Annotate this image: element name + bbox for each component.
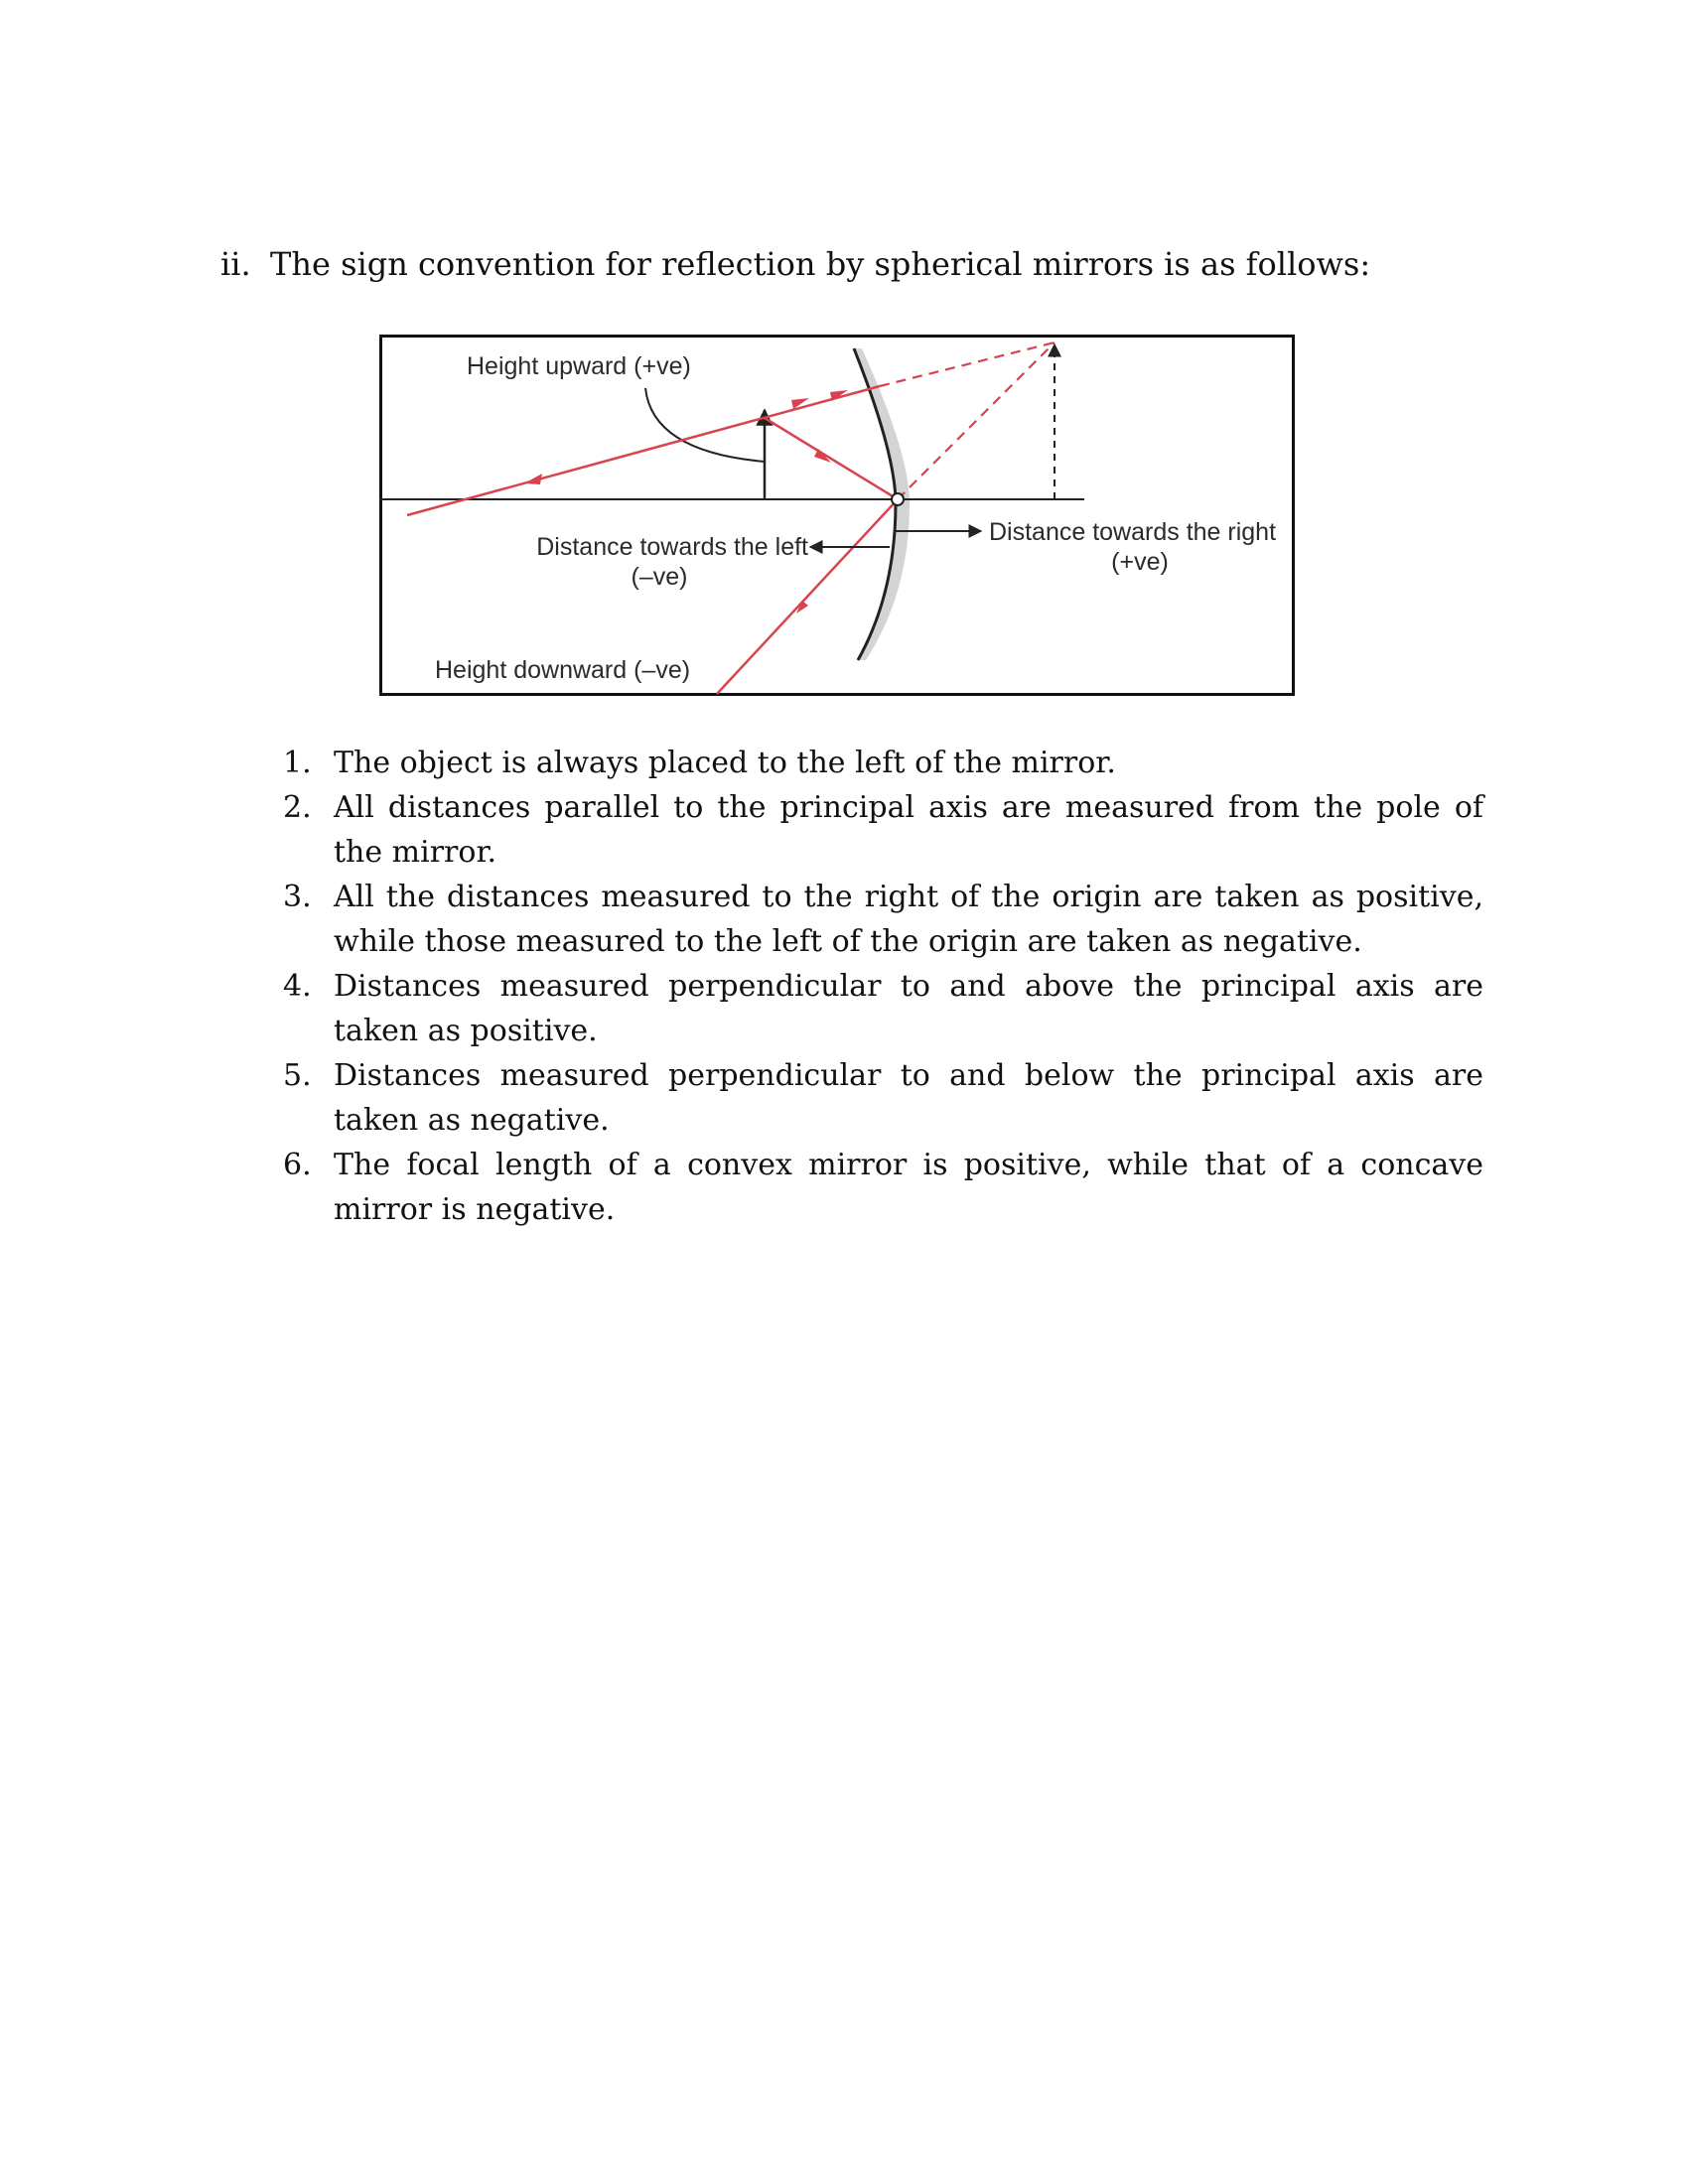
list-item — [278, 964, 1483, 1053]
list-item-number: 5. — [283, 1058, 312, 1093]
list-item-text: The object is always placed to the left of the mirror. — [334, 746, 1116, 780]
list-item-text: All the distances measured to the right of the origin are taken as positive, while those measured to the left of the origin are taken as negative. — [334, 880, 1483, 959]
pole-point — [892, 493, 904, 505]
list-item-number: 6. — [283, 1148, 312, 1182]
figure-border — [381, 337, 1294, 695]
list-item-text: Distances measured perpendicular to and above the principal axis are taken as positive. — [334, 969, 1483, 1048]
list-item-text: Distances measured perpendicular to and below the principal axis are taken as negative. — [334, 1058, 1483, 1138]
distance-right-label: Distance towards the right — [989, 518, 1277, 546]
distance-left-label: Distance towards the left — [536, 533, 808, 561]
object-to-pole-ray — [765, 418, 898, 499]
section-number: ii. — [220, 245, 251, 283]
sign-convention-diagram — [379, 335, 1295, 696]
list-item — [278, 875, 1483, 964]
height-down-label: Height downward (–ve) — [435, 656, 691, 684]
list-item-text: The focal length of a convex mirror is positive, while that of a concave mirror is negative. — [334, 1148, 1483, 1227]
list-item — [278, 741, 1483, 785]
list-item — [278, 1053, 1483, 1143]
distance-right-sign: (+ve) — [1111, 548, 1169, 576]
sign-convention-rules — [278, 741, 1483, 1232]
sign-convention-figure — [379, 335, 1295, 696]
list-item-number: 3. — [283, 880, 312, 914]
list-item-number: 1. — [283, 746, 312, 780]
list-item — [278, 785, 1483, 875]
virtual-ray-to-image — [898, 342, 1055, 499]
list-item-text: All distances parallel to the principal axis are measured from the pole of the mirror. — [334, 790, 1483, 870]
section-heading-text: The sign convention for reflection by spherical mirrors is as follows: — [270, 245, 1371, 283]
virtual-ray-extension — [880, 342, 1055, 386]
incident-ray — [407, 386, 880, 515]
height-up-label: Height upward (+ve) — [467, 352, 691, 380]
list-item-number: 2. — [283, 790, 312, 825]
list-item — [278, 1143, 1483, 1232]
section-heading — [220, 245, 1370, 283]
ray-arrowhead — [524, 474, 542, 484]
list-item-number: 4. — [283, 969, 312, 1004]
height-up-pointer — [645, 388, 765, 462]
reflected-ray — [717, 499, 898, 694]
distance-left-sign: (–ve) — [631, 563, 688, 591]
